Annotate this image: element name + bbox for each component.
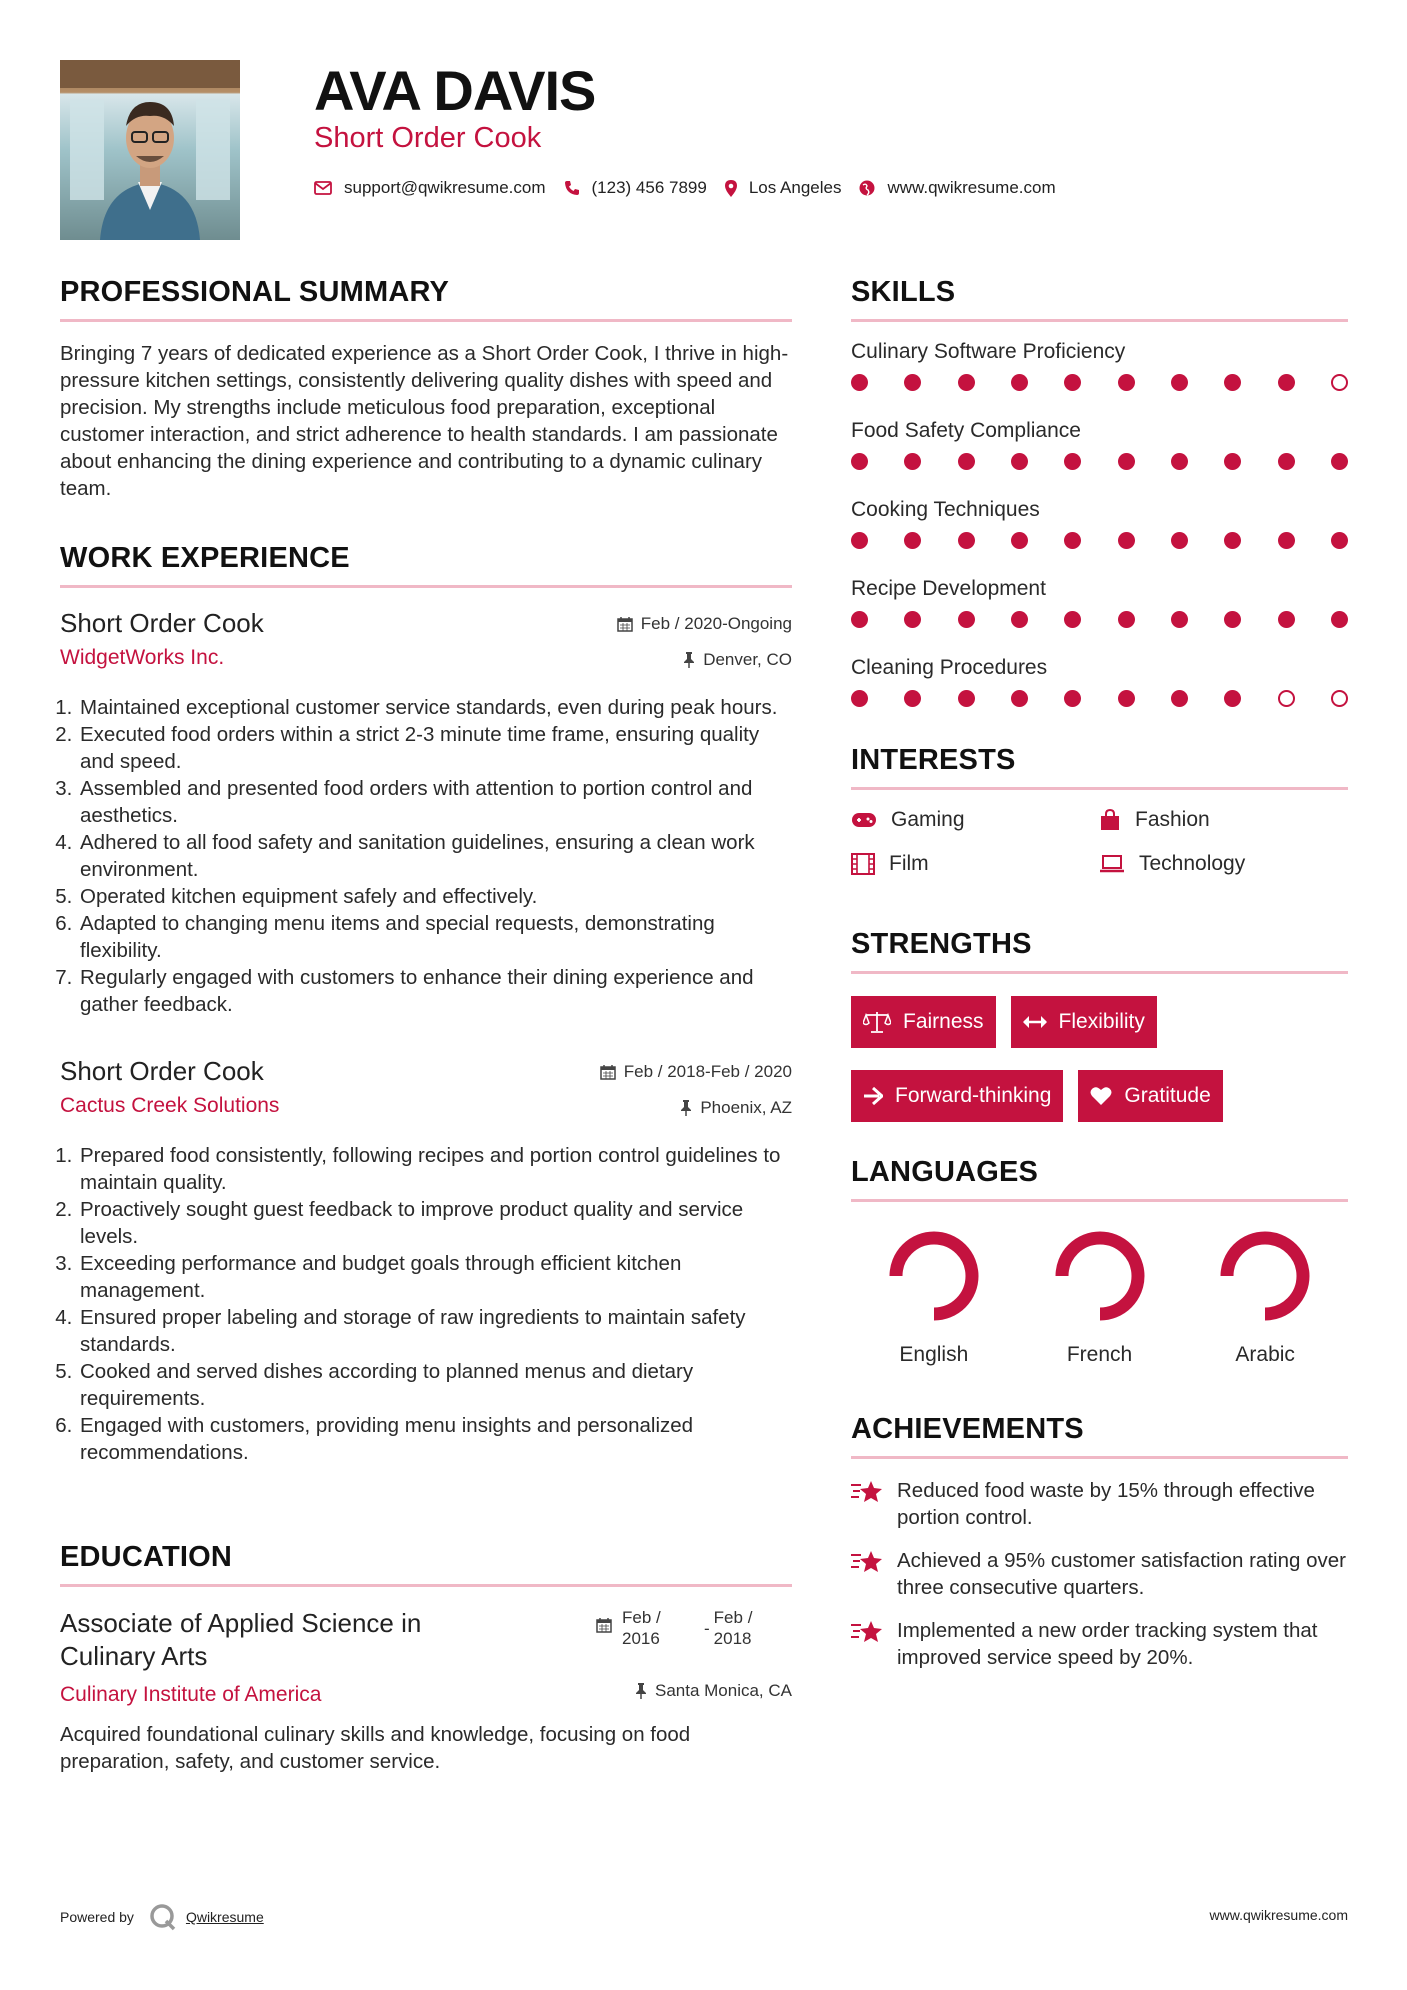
strength-badge xyxy=(1011,996,1157,1048)
education-description: Acquired foundational culinary skills and knowledge, focusing on food preparation, safety, and customer service. xyxy=(60,1723,691,1773)
achievement-item xyxy=(851,1477,1348,1531)
arrow-right-icon xyxy=(863,1087,883,1105)
skill-dot-filled xyxy=(958,690,975,707)
skill-dot-filled xyxy=(958,532,975,549)
scale-icon xyxy=(863,1011,891,1033)
language-label: English xyxy=(899,1343,969,1366)
strength-badge xyxy=(1078,1070,1222,1122)
interest-label: Film xyxy=(889,852,929,875)
date-separator: - xyxy=(704,1619,710,1638)
skill-dot-filled xyxy=(1064,453,1081,470)
skill-dot-filled xyxy=(851,453,868,470)
education-start: Feb / 2016 xyxy=(622,1608,661,1648)
language-label: French xyxy=(1066,1343,1133,1366)
candidate-name: AVA DAVIS xyxy=(314,59,596,122)
skill-dot-filled xyxy=(1171,532,1188,549)
skill-dot-filled xyxy=(1118,374,1135,391)
skill-label: Cooking Techniques xyxy=(851,498,1040,521)
interest-item xyxy=(851,808,1099,832)
job-location-text: Phoenix, AZ xyxy=(700,1098,792,1117)
section-divider xyxy=(60,1584,792,1587)
language-item xyxy=(851,1226,1017,1367)
list-item: 3. Exceeding performance and budget goals through efficient kitchen management. xyxy=(78,1250,792,1304)
strengths-heading: STRENGTHS xyxy=(851,928,1032,960)
skills-list xyxy=(851,340,1348,735)
education-heading: EDUCATION xyxy=(60,1541,233,1573)
list-item: 5. Cooked and served dishes according to planned menus and dietary requirements. xyxy=(78,1358,792,1412)
skill-dot-filled xyxy=(851,611,868,628)
skill-item xyxy=(851,419,1348,498)
achievement-text: Implemented a new order tracking system that improved service speed by 20%. xyxy=(897,1619,1318,1669)
skill-dot-filled xyxy=(1064,690,1081,707)
strength-label: Fairness xyxy=(903,1010,984,1033)
website-text: www.qwikresume.com xyxy=(887,178,1056,197)
skill-rating xyxy=(851,528,1348,577)
skill-dot-filled xyxy=(1171,374,1188,391)
language-item xyxy=(1017,1226,1183,1367)
skill-label: Culinary Software Proficiency xyxy=(851,340,1126,363)
skill-dot-filled xyxy=(1011,611,1028,628)
strength-label: Gratitude xyxy=(1124,1084,1211,1107)
shooting-star-icon xyxy=(851,1479,883,1505)
skill-dot-filled xyxy=(1278,453,1295,470)
section-divider xyxy=(851,971,1348,974)
skill-dot-filled xyxy=(851,374,868,391)
skill-rating xyxy=(851,607,1348,656)
skill-dot-filled xyxy=(1224,611,1241,628)
achievement-text: Reduced food waste by 15% through effective portion control. xyxy=(897,1479,1315,1529)
interest-item xyxy=(1099,852,1347,876)
list-item: 1. Maintained exceptional customer service standards, even during peak hours. xyxy=(78,694,792,721)
section-divider xyxy=(60,319,792,322)
skill-dot-empty xyxy=(1331,690,1348,707)
skill-label: Recipe Development xyxy=(851,577,1046,600)
skill-dot-filled xyxy=(1171,690,1188,707)
strengths-list xyxy=(851,996,1348,1122)
calendar-icon xyxy=(617,616,633,632)
skill-dot-filled xyxy=(1331,611,1348,628)
section-divider xyxy=(851,787,1348,790)
job-dates xyxy=(617,614,792,634)
list-item: 2. Executed food orders within a strict 2-3 minute time frame, ensuring quality and speed. xyxy=(78,721,792,775)
skill-dot-filled xyxy=(958,611,975,628)
education-location-text: Santa Monica, CA xyxy=(654,1681,792,1700)
shooting-star-icon xyxy=(851,1549,883,1575)
interests-heading: INTERESTS xyxy=(851,744,1016,776)
job-title: Short Order Cook xyxy=(60,1056,264,1086)
pushpin-icon xyxy=(635,1683,647,1699)
calendar-icon xyxy=(600,1064,616,1080)
list-item: 5. Operated kitchen equipment safely and effectively. xyxy=(78,883,792,910)
interests-section xyxy=(851,744,1348,876)
email-text: support@qwikresume.com xyxy=(344,178,546,197)
strength-label: Flexibility xyxy=(1058,1010,1145,1033)
languages-heading: LANGUAGES xyxy=(851,1156,1039,1188)
location-text: Los Angeles xyxy=(748,178,842,197)
skill-dot-filled xyxy=(1331,453,1348,470)
heart-icon xyxy=(1090,1086,1112,1106)
job-dates-text: Feb / 2020-Ongoing xyxy=(640,614,792,633)
skill-dot-filled xyxy=(1064,532,1081,549)
skill-dot-filled xyxy=(1171,611,1188,628)
shopping-bag-icon xyxy=(1099,809,1121,831)
school-name: Culinary Institute of America xyxy=(60,1683,322,1706)
profile-photo xyxy=(60,60,240,240)
strengths-section xyxy=(851,928,1348,1122)
powered-by-text: Powered by xyxy=(60,1909,134,1925)
strength-badge xyxy=(851,1070,1063,1122)
job-dates-text: Feb / 2018-Feb / 2020 xyxy=(623,1062,792,1081)
section-divider xyxy=(851,1199,1348,1202)
languages-section xyxy=(851,1156,1348,1367)
interest-label: Technology xyxy=(1139,852,1246,875)
skill-dot-empty xyxy=(1331,374,1348,391)
contact-location xyxy=(725,178,842,198)
skill-dot-filled xyxy=(1011,453,1028,470)
skill-dot-filled xyxy=(1011,374,1028,391)
job-location xyxy=(680,1098,792,1118)
contact-website[interactable] xyxy=(859,178,1055,198)
gamepad-icon xyxy=(851,812,877,828)
list-item: 1. Prepared food consistently, following recipes and portion control guidelines to maintain quality. xyxy=(78,1142,792,1196)
envelope-icon xyxy=(314,181,332,195)
contact-bar xyxy=(314,178,1074,198)
skills-heading: SKILLS xyxy=(851,276,956,308)
skill-label: Cleaning Procedures xyxy=(851,656,1048,679)
list-item: 4. Ensured proper labeling and storage of raw ingredients to maintain safety standards. xyxy=(78,1304,792,1358)
education-end: Feb / 2018 xyxy=(713,1608,753,1648)
footer-brand-link[interactable]: Qwikresume xyxy=(185,1909,264,1925)
job-bullets xyxy=(60,694,792,1018)
skill-rating xyxy=(851,370,1348,419)
skill-rating xyxy=(851,449,1348,498)
language-ring xyxy=(1215,1226,1315,1326)
footer-powered-by xyxy=(60,1902,264,1932)
skill-item xyxy=(851,577,1348,656)
language-ring xyxy=(1050,1226,1150,1326)
languages-list xyxy=(851,1226,1348,1367)
skill-dot-filled xyxy=(1224,374,1241,391)
skills-section xyxy=(851,276,1348,735)
skill-dot-filled xyxy=(1224,690,1241,707)
language-ring xyxy=(884,1226,984,1326)
skill-item xyxy=(851,340,1348,419)
job-company: WidgetWorks Inc. xyxy=(60,646,225,669)
job-header xyxy=(60,1056,792,1132)
skill-dot-filled xyxy=(1171,453,1188,470)
achievement-text: Achieved a 95% customer satisfaction rating over three consecutive quarters. xyxy=(897,1549,1346,1599)
skill-dot-filled xyxy=(1224,532,1241,549)
language-proficiency-arc xyxy=(1227,1238,1303,1314)
skill-dot-filled xyxy=(904,453,921,470)
education-dates xyxy=(596,1607,766,1651)
skill-dot-filled xyxy=(904,374,921,391)
pushpin-icon xyxy=(683,652,695,668)
skill-dot-filled xyxy=(1224,453,1241,470)
job-location xyxy=(683,650,792,670)
skill-dot-filled xyxy=(958,374,975,391)
skill-dot-filled xyxy=(851,690,868,707)
job-dates xyxy=(600,1062,792,1082)
language-proficiency-arc xyxy=(896,1238,972,1314)
experience-section xyxy=(60,542,792,1466)
skill-dot-filled xyxy=(1011,532,1028,549)
contact-phone[interactable] xyxy=(564,178,707,198)
skill-dot-filled xyxy=(1278,374,1295,391)
skill-dot-filled xyxy=(1118,532,1135,549)
summary-heading: PROFESSIONAL SUMMARY xyxy=(60,276,450,308)
globe-icon xyxy=(859,180,875,196)
skill-dot-filled xyxy=(958,453,975,470)
list-item: 2. Proactively sought guest feedback to improve product quality and service levels. xyxy=(78,1196,792,1250)
skill-dot-filled xyxy=(1011,690,1028,707)
skill-dot-filled xyxy=(1064,611,1081,628)
laptop-icon xyxy=(1099,855,1125,873)
skill-dot-filled xyxy=(904,690,921,707)
job-location-text: Denver, CO xyxy=(703,650,792,669)
skill-dot-filled xyxy=(1278,611,1295,628)
strength-badge xyxy=(851,996,996,1048)
interest-label: Gaming xyxy=(891,808,965,831)
skill-dot-filled xyxy=(1331,532,1348,549)
job-title: Short Order Cook xyxy=(60,608,264,638)
language-proficiency-arc xyxy=(1062,1238,1138,1314)
phone-icon xyxy=(564,180,580,196)
job-header xyxy=(60,608,792,684)
list-item: 6. Adapted to changing menu items and special requests, demonstrating flexibility. xyxy=(78,910,792,964)
achievement-item xyxy=(851,1547,1348,1601)
section-divider xyxy=(851,319,1348,322)
pushpin-icon xyxy=(680,1100,692,1116)
achievements-heading: ACHIEVEMENTS xyxy=(851,1413,1084,1445)
skill-item xyxy=(851,656,1348,735)
skill-dot-filled xyxy=(1118,690,1135,707)
skill-dot-filled xyxy=(1118,611,1135,628)
interest-item xyxy=(851,852,1099,876)
skill-dot-empty xyxy=(1278,690,1295,707)
list-item: 3. Assembled and presented food orders with attention to portion control and aesthetics. xyxy=(78,775,792,829)
map-pin-icon xyxy=(725,180,737,197)
calendar-icon xyxy=(596,1617,612,1633)
education-header xyxy=(60,1607,792,1711)
interest-item xyxy=(1099,808,1347,832)
shooting-star-icon xyxy=(851,1619,883,1645)
list-item: 4. Adhered to all food safety and sanitation guidelines, ensuring a clean work environment. xyxy=(78,829,792,883)
arrows-horizontal-icon xyxy=(1023,1015,1047,1029)
achievement-item xyxy=(851,1617,1348,1671)
skill-dot-filled xyxy=(904,532,921,549)
language-label: Arabic xyxy=(1235,1343,1295,1366)
contact-email[interactable] xyxy=(314,178,546,198)
strength-label: Forward-thinking xyxy=(895,1084,1052,1107)
achievements-list xyxy=(851,1477,1348,1671)
summary-text: Bringing 7 years of dedicated experience as a Short Order Cook, I thrive in high-pressure kitchen settings, consistently delivering quality dishes with speed and precision. My strengths include meticulous food preparation, exceptional customer interaction, and strict adherence to health standards. I am passionate about enhancing the dining experience and contributing to a dynamic culinary team. xyxy=(60,342,789,500)
job-bullets xyxy=(60,1142,792,1466)
skill-dot-filled xyxy=(1278,532,1295,549)
skill-item xyxy=(851,498,1348,577)
footer-url[interactable]: www.qwikresume.com xyxy=(1209,1907,1348,1923)
summary-section xyxy=(60,276,792,502)
list-item: 7. Regularly engaged with customers to enhance their dining experience and gather feedback. xyxy=(78,964,792,1018)
education-location xyxy=(635,1681,792,1701)
skill-dot-filled xyxy=(1064,374,1081,391)
experience-heading: WORK EXPERIENCE xyxy=(60,542,350,574)
skill-dot-filled xyxy=(851,532,868,549)
qwikresume-logo-icon xyxy=(148,1902,178,1932)
interest-label: Fashion xyxy=(1135,808,1210,831)
skill-dot-filled xyxy=(904,611,921,628)
degree-title: Associate of Applied Science in Culinary Arts xyxy=(60,1608,422,1671)
skill-rating xyxy=(851,686,1348,735)
skill-label: Food Safety Compliance xyxy=(851,419,1081,442)
section-divider xyxy=(851,1456,1348,1459)
job-company: Cactus Creek Solutions xyxy=(60,1094,280,1117)
film-icon xyxy=(851,853,875,875)
skill-dot-filled xyxy=(1118,453,1135,470)
candidate-title: Short Order Cook xyxy=(314,122,542,154)
education-section xyxy=(60,1541,792,1775)
list-item: 6. Engaged with customers, providing menu insights and personalized recommendations. xyxy=(78,1412,792,1466)
language-item xyxy=(1182,1226,1348,1367)
achievements-section xyxy=(851,1413,1348,1687)
interests-list xyxy=(851,808,1348,876)
phone-text: (123) 456 7899 xyxy=(591,178,707,197)
section-divider xyxy=(60,585,792,588)
